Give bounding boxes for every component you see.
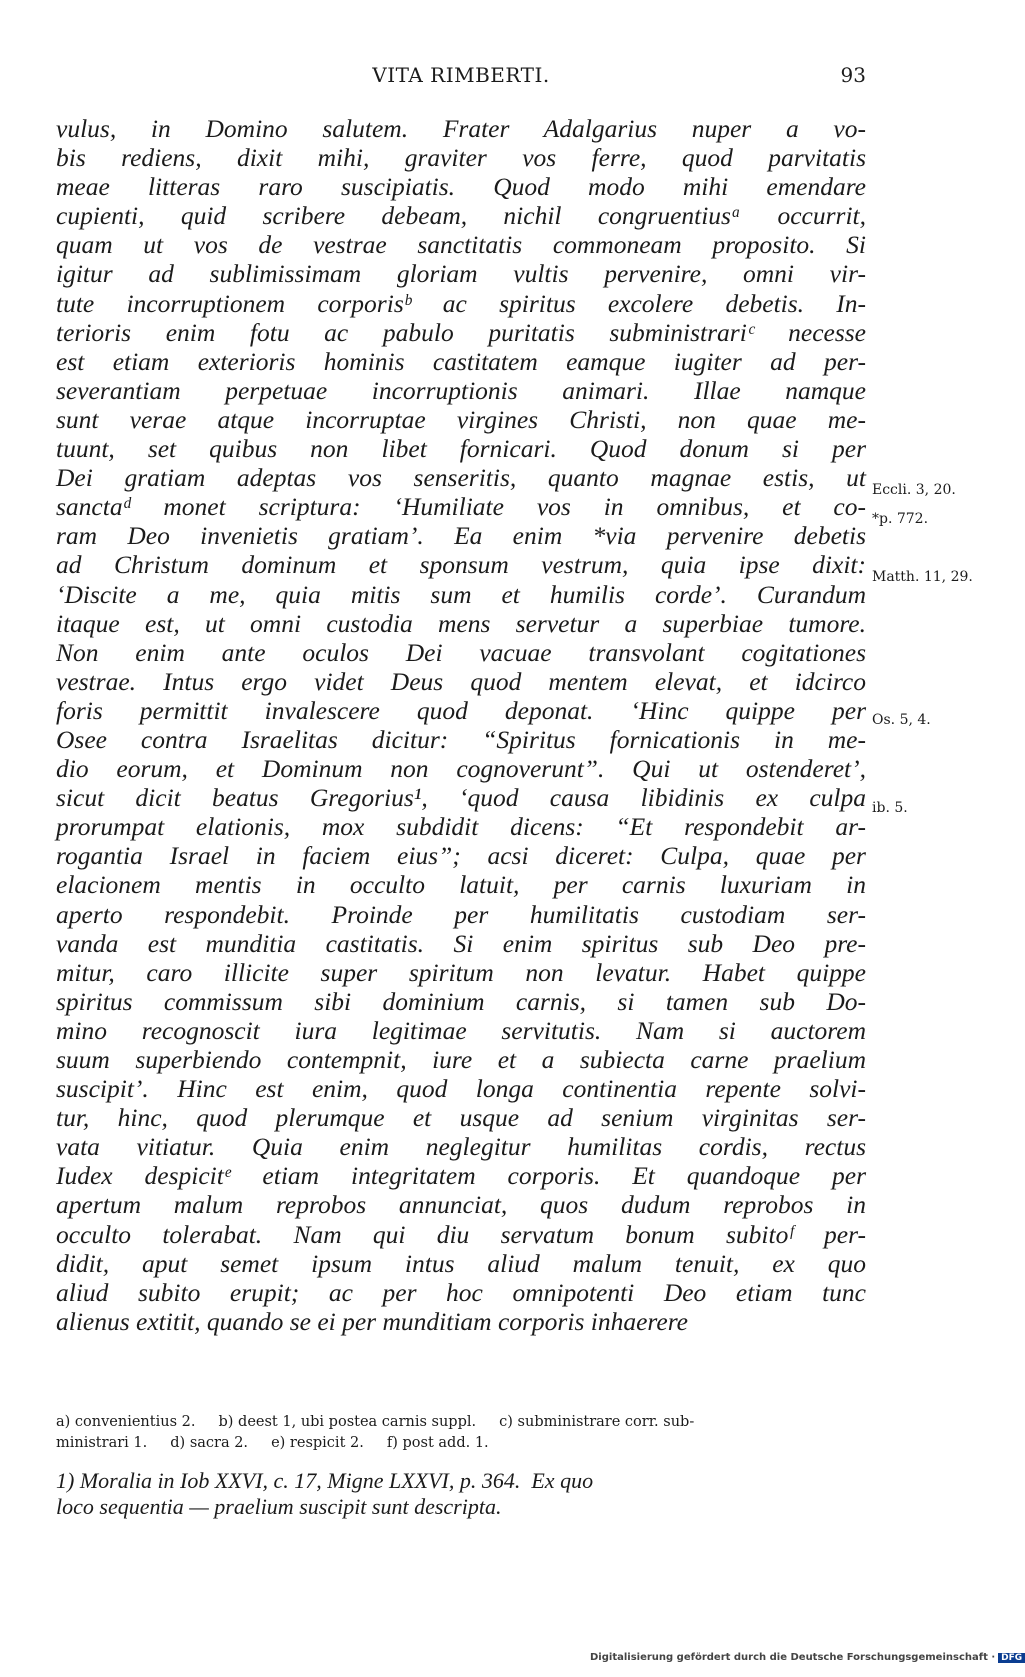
text-line: ad Christum dominum et sponsum vestrum, quia ipse dixit:	[56, 550, 866, 580]
text-line: alienus extitit, quando se ei per munditiam corporis inhaerere	[56, 1306, 688, 1336]
text-line: elacionem mentis in occulto latuit, per carnis luxuriam in	[56, 870, 866, 900]
text-line: igitur ad sublimissimam gloriam vultis pervenire, omni vir-	[56, 259, 866, 289]
text-line: sunt verae atque incorruptae virgines Christi, non quae me-	[56, 404, 866, 434]
text-line: tuunt, set quibus non libet fornicari. Quod donum si per	[56, 434, 866, 464]
source-note-line: 1) Moralia in Iob XXVI, c. 17, Migne LXXVI, p. 364. Ex quo	[56, 1468, 594, 1493]
margin-note-osee: Os. 5, 4.	[872, 712, 931, 728]
running-header	[56, 63, 866, 93]
margin-note-page-ref: *p. 772.	[872, 511, 929, 527]
margin-note-eccli: Eccli. 3, 20.	[872, 482, 956, 498]
text-line: mino recognoscit iura legitimae servitutis. Nam si auctorem	[56, 1015, 866, 1045]
text-line: prorumpat elationis, mox subdidit dicens: “Et respondebit ar-	[56, 812, 866, 842]
text-line: dio eorum, et Dominum non cognoverunt”. Qui ut ostenderet’,	[56, 754, 866, 784]
text-line: sanctaᵈ monet scriptura: ‘Humiliate vos in omnibus, et co-	[56, 492, 866, 522]
text-line: rogantia Israel in faciem eius”; acsi diceret: Culpa, quae per	[56, 841, 866, 871]
text-line: suscipit’. Hinc est enim, quod longa continentia repente solvi-	[56, 1074, 866, 1104]
text-line: bis rediens, dixit mihi, graviter vos ferre, quod parvitatis	[56, 143, 866, 173]
dfg-logo: DFG	[998, 1653, 1025, 1663]
text-line: didit, aput semet ipsum intus aliud malum tenuit, ex quo	[56, 1248, 866, 1278]
text-line: aliud subito erupit; ac per hoc omnipotenti Deo etiam tunc	[56, 1277, 866, 1307]
text-line: Osee contra Israelitas dicitur: “Spiritus fornicationis in me-	[56, 724, 866, 754]
main-text	[56, 114, 866, 1336]
text-line: Iudex despicitᵉ etiam integritatem corporis. Et quandoque per	[56, 1161, 866, 1191]
text-line: ‘Discite a me, quia mitis sum et humilis corde’. Curandum	[56, 579, 866, 609]
text-line: sicut dicit beatus Gregorius¹, ‘quod causa libidinis ex culpa	[56, 783, 866, 813]
text-line: est etiam exterioris hominis castitatem eamque iugiter ad per-	[56, 346, 866, 376]
critical-note-line: a) convenientius 2. b) deest 1, ubi postea carnis suppl. c) subministrare corr. sub-	[56, 1414, 695, 1430]
text-line: vata vitiatur. Quia enim neglegitur humilitas cordis, rectus	[56, 1132, 866, 1162]
credit-text: Digitalisierung gefördert durch die Deutsche Forschungsgemeinschaft ·	[590, 1652, 996, 1663]
text-line: itaque est, ut omni custodia mens servetur a superbiae tumore.	[56, 608, 866, 638]
text-line: mitur, caro illicite super spiritum non levatur. Habet quippe	[56, 957, 866, 987]
source-note-line: loco sequentia — praelium suscipit sunt descripta.	[56, 1494, 502, 1519]
text-line: quam ut vos de vestrae sanctitatis commoneam proposito. Si	[56, 230, 866, 260]
text-line: Dei gratiam adeptas vos senseritis, quanto magnae estis, ut	[56, 463, 866, 493]
text-line: cupienti, quid scribere debeam, nichil congruentiusᵃ occurrit,	[56, 201, 866, 231]
text-line: severantiam perpetuae incorruptionis animari. Illae namque	[56, 375, 866, 405]
page-number: 93	[840, 63, 866, 87]
text-line: tur, hinc, quod plerumque et usque ad senium virginitas ser-	[56, 1103, 866, 1133]
text-line: tute incorruptionem corporisᵇ ac spiritus excolere debetis. In-	[56, 288, 866, 318]
text-line: occulto tolerabat. Nam qui diu servatum bonum subitoᶠ per-	[56, 1219, 866, 1249]
text-line: meae litteras raro suscipiatis. Quod modo mihi emendare	[56, 172, 866, 202]
text-line: ram Deo invenietis gratiam’. Ea enim *via pervenire debetis	[56, 521, 866, 551]
text-line: aperto respondebit. Proinde per humilitatis custodiam ser-	[56, 899, 866, 929]
text-line: spiritus commissum sibi dominium carnis, si tamen sub Do-	[56, 986, 866, 1016]
text-line: vestrae. Intus ergo videt Deus quod mentem elevat, et idcirco	[56, 666, 866, 696]
text-line: vulus, in Domino salutem. Frater Adalgarius nuper a vo-	[56, 114, 866, 143]
critical-note-line: ministrari 1. d) sacra 2. e) respicit 2. f) post add. 1.	[56, 1435, 489, 1451]
text-line: apertum malum reprobos annunciat, quos dudum reprobos in	[56, 1190, 866, 1220]
margin-note-matth: Matth. 11, 29.	[872, 569, 973, 585]
digitization-credit	[590, 1652, 1025, 1663]
text-line: vanda est munditia castitatis. Si enim spiritus sub Deo pre-	[56, 928, 866, 958]
source-footnote	[56, 1468, 866, 1520]
text-line: suum superbiendo contempnit, iure et a subiecta carne praelium	[56, 1045, 866, 1074]
text-line: terioris enim fotu ac pabulo puritatis subministrariᶜ necesse	[56, 317, 866, 347]
critical-apparatus	[56, 1412, 866, 1454]
margin-note-ib: ib. 5.	[872, 800, 908, 816]
text-line: Non enim ante oculos Dei vacuae transvolant cogitationes	[56, 637, 866, 667]
text-line: foris permittit invalescere quod deponat. ‘Hinc quippe per	[56, 695, 866, 725]
running-title: VITA RIMBERTI.	[372, 63, 550, 87]
